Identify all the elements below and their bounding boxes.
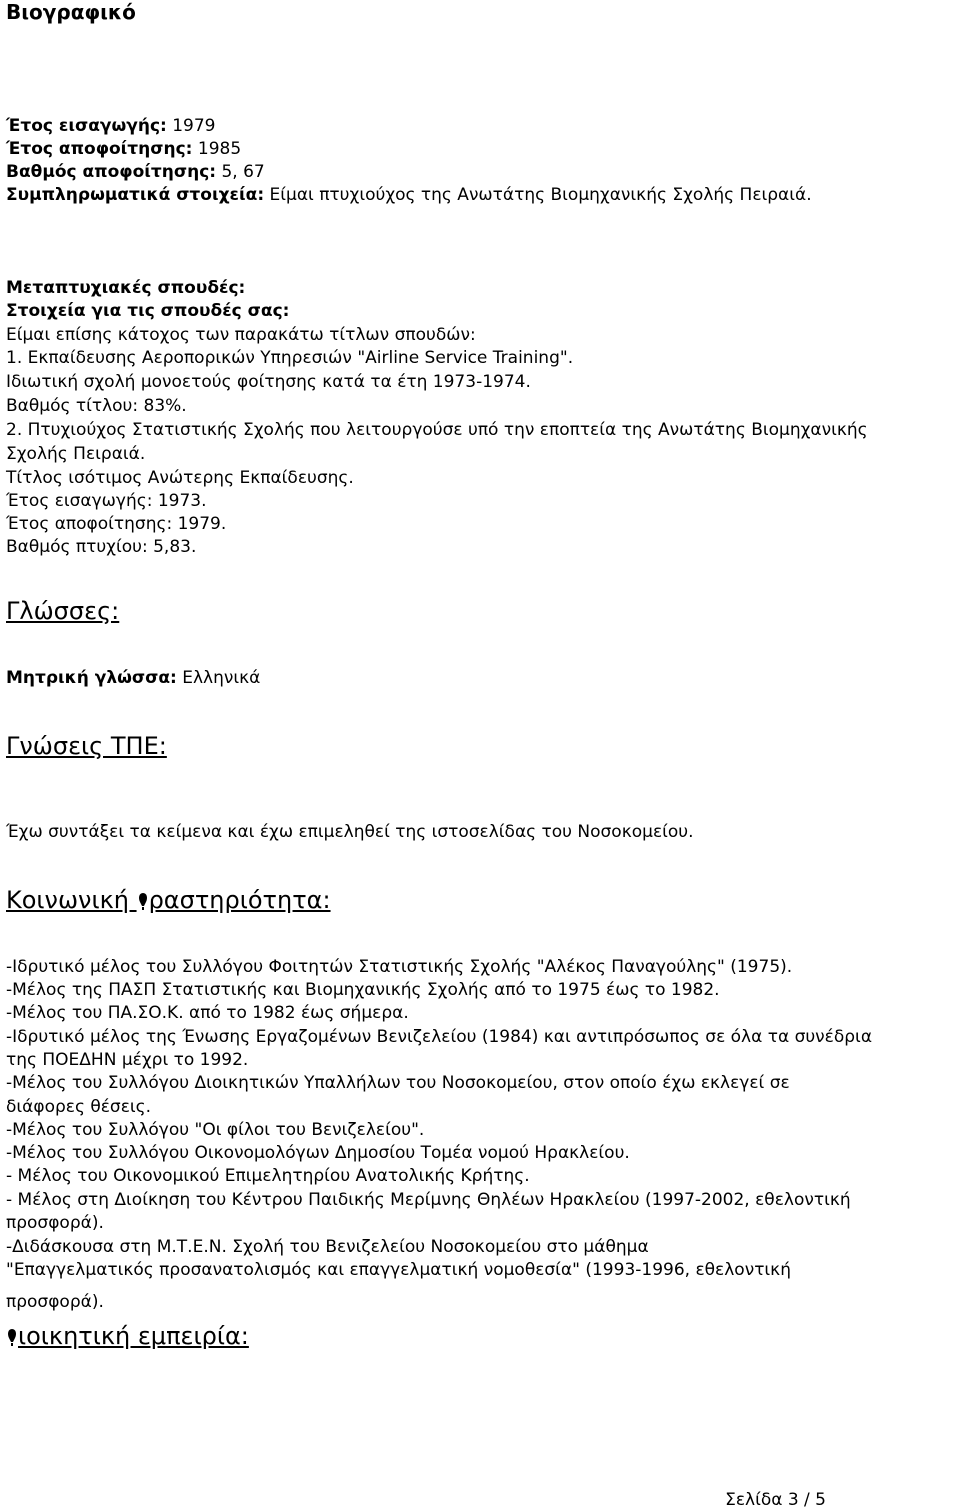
graduation-year-value: 1985: [192, 139, 242, 159]
ict-text: Έχω συντάξει τα κείμενα και έχω επιμεληθεί της ιστοσελίδας του Νοσοκομείου.: [6, 822, 694, 842]
social-line: -Μέλος του Συλλόγου Οικονομολόγων Δημοσίου Τομέα νομού Ηρακλείου.: [6, 1143, 630, 1163]
postgrad-line: Βαθμός πτυχίου: 5,83.: [6, 537, 197, 557]
social-line: -Μέλος του ΠΑ.ΣΟ.Κ. από το 1982 έως σήμερα.: [6, 1003, 409, 1023]
missing-glyph-icon: [137, 891, 149, 911]
postgrad-line: Είμαι επίσης κάτοχος των παρακάτω τίτλων σπουδών:: [6, 325, 476, 345]
missing-glyph-icon: [6, 1327, 18, 1347]
graduation-year-label: Έτος αποφοίτησης:: [6, 139, 193, 159]
social-line: -Μέλος της ΠΑΣΠ Στατιστικής και Βιομηχανικής Σχολής από το 1975 έως το 1982.: [6, 980, 720, 1000]
postgrad-line: Σχολής Πειραιά.: [6, 444, 146, 464]
postgrad-studies-label: Στοιχεία για τις σπουδές σας:: [6, 301, 290, 321]
page-title: Βιογραφικό: [6, 0, 136, 24]
languages-heading: Γλώσσες:: [6, 597, 120, 625]
social-line: - Μέλος στη Διοίκηση του Κέντρου Παιδικής Μερίμνης Θηλέων Ηρακλείου (1997-2002, εθελοντική: [6, 1190, 851, 1210]
social-line: -Ιδρυτικό μέλος της Ένωσης Εργαζομένων Βενιζελείου (1984) και αντιπρόσωπος σε όλα τα συνέδρια: [6, 1027, 873, 1047]
postgrad-line: Έτος αποφοίτησης: 1979.: [6, 514, 227, 534]
supplementary-info-value: Είμαι πτυχιούχος της Ανωτάτης Βιομηχανικής Σχολής Πειραιά.: [264, 185, 812, 205]
social-heading-part2: ραστηριότητα:: [148, 886, 331, 914]
social-line: "Επαγγελματικός προσανατολισμός και επαγγελματική νομοθεσία" (1993-1996, εθελοντική: [6, 1260, 791, 1280]
postgrad-line: Βαθμός τίτλου: 83%.: [6, 396, 187, 416]
ict-heading: Γνώσεις ΤΠΕ:: [6, 732, 167, 760]
entry-year-row: [6, 114, 216, 138]
graduation-grade-row: [6, 160, 265, 184]
admin-heading-part2: ιοικητική εμπειρία:: [18, 1322, 249, 1350]
social-line: προσφορά).: [6, 1213, 104, 1233]
postgrad-line: 2. Πτυχιούχος Στατιστικής Σχολής που λειτουργούσε υπό την εποπτεία της Ανωτάτης Βιομηχανικής: [6, 420, 868, 440]
social-line: διάφορες θέσεις.: [6, 1097, 152, 1117]
postgrad-line: Έτος εισαγωγής: 1973.: [6, 491, 207, 511]
admin-experience-heading: [6, 1322, 249, 1350]
social-line: προσφορά).: [6, 1292, 104, 1312]
entry-year-label: Έτος εισαγωγής:: [6, 116, 167, 136]
supplementary-info-row: [6, 183, 812, 207]
social-activity-heading: [6, 886, 331, 914]
social-line: -Διδάσκουσα στη Μ.Τ.Ε.Ν. Σχολή του Βενιζελείου Νοσοκομείου στο μάθημα: [6, 1237, 649, 1257]
social-line: -Ιδρυτικό μέλος του Συλλόγου Φοιτητών Στατιστικής Σχολής "Αλέκος Παναγούλης" (1975).: [6, 957, 793, 977]
graduation-year-row: [6, 137, 241, 161]
social-line: της ΠΟΕΔΗΝ μέχρι το 1992.: [6, 1050, 249, 1070]
graduation-grade-label: Βαθμός αποφοίτησης:: [6, 162, 217, 182]
postgrad-line: Ιδιωτική σχολή μονοετούς φοίτησης κατά τα έτη 1973-1974.: [6, 372, 531, 392]
social-line: -Μέλος του Συλλόγου "Οι φίλοι του Βενιζελείου".: [6, 1120, 425, 1140]
mother-tongue-value: Ελληνικά: [176, 668, 261, 688]
postgrad-line: 1. Εκπαίδευσης Αεροπορικών Υπηρεσιών "Airline Service Training".: [6, 348, 574, 368]
mother-tongue-row: [6, 666, 260, 690]
social-line: -Μέλος του Συλλόγου Διοικητικών Υπαλλήλων του Νοσοκομείου, στον οποίο έχω εκλεγεί σε: [6, 1073, 790, 1093]
postgrad-title: Μεταπτυχιακές σπουδές:: [6, 278, 246, 298]
mother-tongue-label: Μητρική γλώσσα:: [6, 668, 177, 688]
graduation-grade-value: 5, 67: [216, 162, 265, 182]
postgrad-line: Τίτλος ισότιμος Ανώτερης Εκπαίδευσης.: [6, 468, 354, 488]
social-heading-part1: Κοινωνική: [6, 886, 137, 914]
page-number: Σελίδα 3 / 5: [725, 1490, 826, 1510]
supplementary-info-label: Συμπληρωματικά στοιχεία:: [6, 185, 265, 205]
entry-year-value: 1979: [166, 116, 216, 136]
social-line: - Μέλος του Οικονομικού Επιμελητηρίου Ανατολικής Κρήτης.: [6, 1166, 530, 1186]
